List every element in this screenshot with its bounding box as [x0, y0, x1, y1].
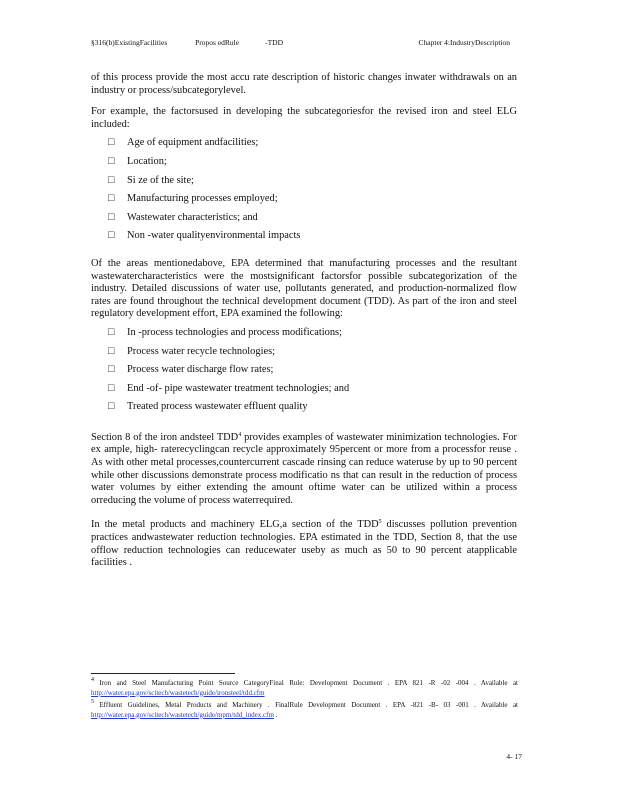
footnote-4-link[interactable]: http://water.epa.gov/scitech/wastetech/guide/ironsteel/tdd.cfm	[91, 688, 265, 697]
page-body	[91, 72, 517, 579]
footnote-5: $^5$ Effluent Guidelines, Metal Products and Machinery . FinalRule Development Document . EPA -821 -B- 03 -001 . Available at http://water.epa.gov/scitech/wastetech/guide/mpm/tdd_index.cfm .	[91, 699, 518, 719]
factor-list	[91, 137, 517, 249]
list-item: □ Process water discharge flow rates;	[108, 364, 274, 376]
list-item: □ Process water recycle technologies;	[108, 345, 276, 357]
list-item: □ Manufacturing processes employed;	[108, 193, 278, 205]
bullet-icon: □	[108, 174, 115, 186]
header-section: §316(b)ExistingFacilities	[91, 38, 168, 47]
paragraph-continuation: of this process provide the most accu rate description of historic changes inwater withdrawals on an industry or process/subcategorylevel.	[91, 72, 517, 96]
bullet-icon: □	[108, 137, 115, 149]
footnote-divider	[91, 673, 235, 674]
bullet-icon: □	[108, 326, 115, 338]
list-item: □ In -process technologies and process modifications;	[108, 326, 342, 338]
paragraph-subcategory-factors: For example, the factorsused in developing the subcategoriesfor the revised iron and steel ELG included:	[91, 106, 517, 130]
list-item: □ Location;	[108, 155, 167, 167]
footnote-ref-5[interactable]: 5	[378, 519, 382, 526]
running-header-chapter: Chapter 4:IndustryDescription	[418, 38, 510, 47]
bullet-icon: □	[108, 211, 115, 223]
list-item: □ Si ze of the site;	[108, 174, 194, 186]
bullet-icon: □	[108, 364, 115, 376]
examined-list	[91, 327, 517, 420]
running-header-left	[91, 38, 309, 47]
bullet-icon: □	[108, 382, 115, 394]
page-number: 4- 17	[506, 752, 522, 761]
list-item: □ End -of- pipe wastewater treatment technologies; and	[108, 382, 350, 394]
list-item: □ Non -water qualityenvironmental impacts	[108, 230, 301, 242]
bullet-icon: □	[108, 345, 115, 357]
header-doc: -TDD	[265, 38, 284, 47]
list-item: □ Treated process wastewater effluent quality	[108, 401, 308, 413]
header-rule: Propos edRule	[195, 38, 240, 47]
bullet-icon: □	[108, 155, 115, 167]
paragraph-iron-steel-tdd: Section 8 of the iron andsteel TDD$^4$ provides examples of wastewater minimization technologies. For ex ample, high- raterecyclingcan recycle approximately 95percent or more from a processfor reuse . As with other metal processes,countercurrent cascade rinsing can reduce wateruse by up to 90 percent while other discussions demonstrate process modificatio ns that can result in the reduction of process water volumes by either extending the amount oftime water can be utilized within a process orreducing the volume of process waterrequired.	[91, 431, 517, 506]
bullet-icon: □	[108, 230, 115, 242]
footnote-5-link[interactable]: http://water.epa.gov/scitech/wastetech/guide/mpm/tdd_index.cfm	[91, 710, 274, 719]
paragraph-epa-determination: Of the areas mentionedabove, EPA determined that manufacturing processes and the resultant wastewatercharacteristics were the mostsignificant factorsfor possible subcategorization of the industry. Detailed discussions of water use, pollutants generated, and production-normalized flow rates are found throughout the technical development document (TDD). As part of the iron and steel regulatory development effort, EPA examined the following:	[91, 257, 517, 320]
footnotes	[91, 676, 518, 720]
footnote-4: $^4$ Iron and Steel Manufacturing Point Source CategoryFinal Rule: Development Document . EPA 821 -R -02 -004 . Available at http://water.epa.gov/scitech/wastetech/guide/ironsteel/tdd.cfm	[91, 677, 518, 697]
list-item: □ Wastewater characteristics; and	[108, 211, 258, 223]
paragraph-metal-products: In the metal products and machinery ELG,a section of the TDD$^5$ discusses pollution prevention practices andwastewater reduction technologies. EPA estimated in the TDD, Section 8, that the use offlow reduction technologies can reducewater useby as much as 50 to 90 percent atapplicable facilities .	[91, 519, 517, 569]
bullet-icon: □	[108, 401, 115, 413]
footnote-ref-4[interactable]: 4	[238, 431, 242, 438]
list-item: □ Age of equipment andfacilities;	[108, 137, 259, 149]
bullet-icon: □	[108, 193, 115, 205]
